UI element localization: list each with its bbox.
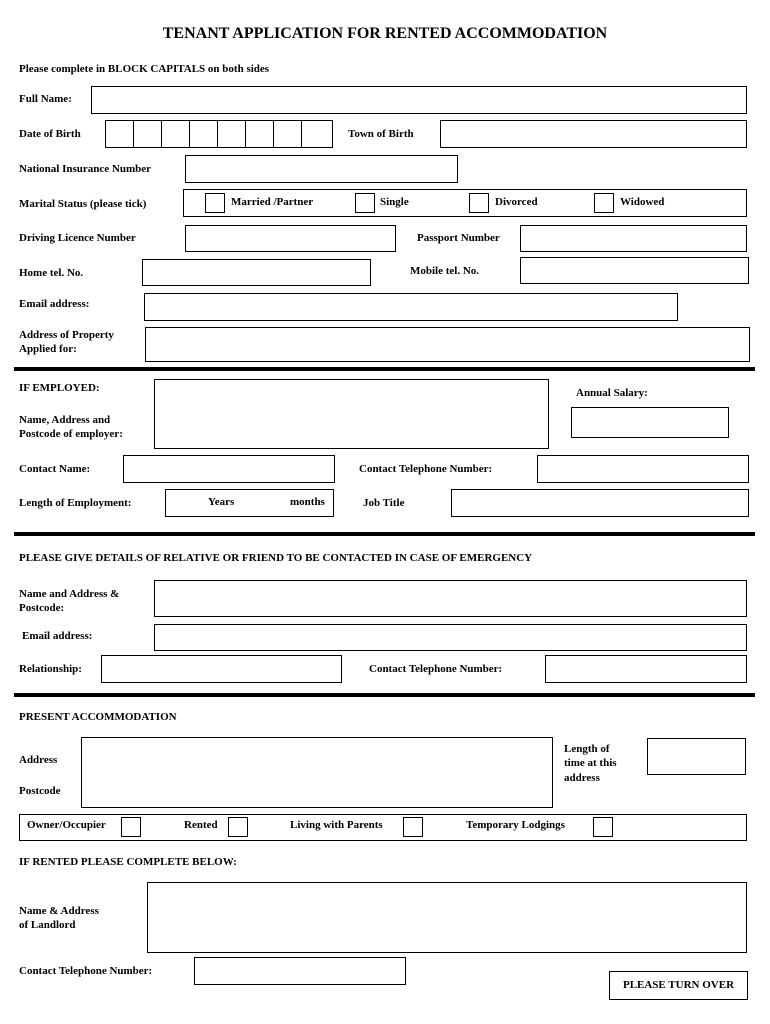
landlord-heading: IF RENTED PLEASE COMPLETE BELOW:: [19, 856, 237, 868]
relationship-field[interactable]: [101, 655, 342, 683]
property-address-field[interactable]: [145, 327, 750, 362]
emergency-name-label-1: Name and Address &: [19, 588, 120, 600]
temporary-lodgings-label: Temporary Lodgings: [466, 819, 565, 831]
rented-checkbox[interactable]: [228, 817, 248, 837]
dob-digit-box[interactable]: [245, 120, 274, 148]
page-title: TENANT APPLICATION FOR RENTED ACCOMMODATION: [162, 25, 608, 42]
postcode-label: Postcode: [19, 785, 61, 797]
emergency-address-field[interactable]: [154, 580, 747, 617]
email-field[interactable]: [144, 293, 678, 321]
employment-length-label: Length of Employment:: [19, 497, 132, 509]
section-divider: [14, 367, 755, 371]
rented-label: Rented: [184, 819, 218, 831]
passport-field[interactable]: [520, 225, 747, 252]
widowed-checkbox[interactable]: [594, 193, 614, 213]
landlord-tel-field[interactable]: [194, 957, 406, 985]
length-at-address-label-1: Length of: [564, 743, 610, 755]
email-label: Email address:: [19, 298, 90, 310]
dob-digit-box[interactable]: [105, 120, 134, 148]
length-at-address-field[interactable]: [647, 738, 746, 775]
accommodation-heading: PRESENT ACCOMMODATION: [19, 711, 177, 723]
mobile-tel-field[interactable]: [520, 257, 749, 284]
emergency-name-label-2: Postcode:: [19, 602, 65, 614]
owner-occupier-checkbox[interactable]: [121, 817, 141, 837]
full-name-label: Full Name:: [19, 93, 72, 105]
dob-digit-box[interactable]: [301, 120, 333, 148]
employed-heading: IF EMPLOYED:: [19, 382, 100, 394]
months-label: months: [290, 496, 325, 508]
job-title-field[interactable]: [451, 489, 749, 517]
length-at-address-label-3: address: [564, 772, 600, 784]
contact-name-field[interactable]: [123, 455, 335, 483]
temporary-lodgings-checkbox[interactable]: [593, 817, 613, 837]
town-of-birth-label: Town of Birth: [348, 128, 414, 140]
home-tel-field[interactable]: [142, 259, 371, 286]
landlord-name-label-2: of Landlord: [19, 919, 76, 931]
home-tel-label: Home tel. No.: [19, 267, 84, 279]
emergency-heading: PLEASE GIVE DETAILS OF RELATIVE OR FRIEND TO BE CONTACTED IN CASE OF EMERGENCY: [19, 552, 533, 564]
single-checkbox[interactable]: [355, 193, 375, 213]
single-label: Single: [380, 196, 409, 208]
please-turn-over-note: PLEASE TURN OVER: [609, 971, 748, 1000]
property-address-label-1: Address of Property: [19, 329, 114, 341]
present-address-field[interactable]: [81, 737, 553, 808]
landlord-address-field[interactable]: [147, 882, 747, 953]
divorced-checkbox[interactable]: [469, 193, 489, 213]
dob-digit-box[interactable]: [189, 120, 218, 148]
town-of-birth-field[interactable]: [440, 120, 747, 148]
living-with-parents-label: Living with Parents: [290, 819, 383, 831]
landlord-tel-label: Contact Telephone Number:: [19, 965, 153, 977]
dob-digit-box[interactable]: [273, 120, 302, 148]
full-name-field[interactable]: [91, 86, 747, 114]
married-label: Married /Partner: [231, 196, 314, 208]
annual-salary-label: Annual Salary:: [576, 387, 648, 399]
ni-number-field[interactable]: [185, 155, 458, 183]
emergency-tel-field[interactable]: [545, 655, 747, 683]
years-label: Years: [208, 496, 235, 508]
property-address-label-2: Applied for:: [19, 343, 77, 355]
employer-contact-tel-field[interactable]: [537, 455, 749, 483]
contact-name-label: Contact Name:: [19, 463, 91, 475]
employer-field[interactable]: [154, 379, 549, 449]
driving-licence-label: Driving Licence Number: [19, 232, 136, 244]
employer-label-1: Name, Address and: [19, 414, 111, 426]
living-with-parents-checkbox[interactable]: [403, 817, 423, 837]
emergency-tel-label: Contact Telephone Number:: [369, 663, 503, 675]
married-checkbox[interactable]: [205, 193, 225, 213]
widowed-label: Widowed: [620, 196, 665, 208]
dob-label: Date of Birth: [19, 128, 81, 140]
annual-salary-field[interactable]: [571, 407, 729, 438]
owner-occupier-label: Owner/Occupier: [27, 819, 106, 831]
section-divider: [14, 532, 755, 536]
instruction-text: Please complete in BLOCK CAPITALS on both sides: [19, 63, 270, 75]
employer-label-2: Postcode of employer:: [19, 428, 123, 440]
marital-status-label: Marital Status (please tick): [19, 198, 147, 210]
employer-contact-tel-label: Contact Telephone Number:: [359, 463, 493, 475]
ni-number-label: National Insurance Number: [19, 163, 152, 175]
section-divider: [14, 693, 755, 697]
passport-label: Passport Number: [417, 232, 500, 244]
relationship-label: Relationship:: [19, 663, 82, 675]
divorced-label: Divorced: [495, 196, 538, 208]
driving-licence-field[interactable]: [185, 225, 396, 252]
emergency-email-label: Email address:: [22, 630, 93, 642]
landlord-name-label-1: Name & Address: [19, 905, 99, 917]
dob-digit-box[interactable]: [217, 120, 246, 148]
address-label: Address: [19, 754, 58, 766]
dob-digit-box[interactable]: [133, 120, 162, 148]
emergency-email-field[interactable]: [154, 624, 747, 651]
dob-digit-box[interactable]: [161, 120, 190, 148]
length-at-address-label-2: time at this: [564, 757, 617, 769]
mobile-tel-label: Mobile tel. No.: [410, 265, 480, 277]
job-title-label: Job Title: [363, 497, 405, 509]
